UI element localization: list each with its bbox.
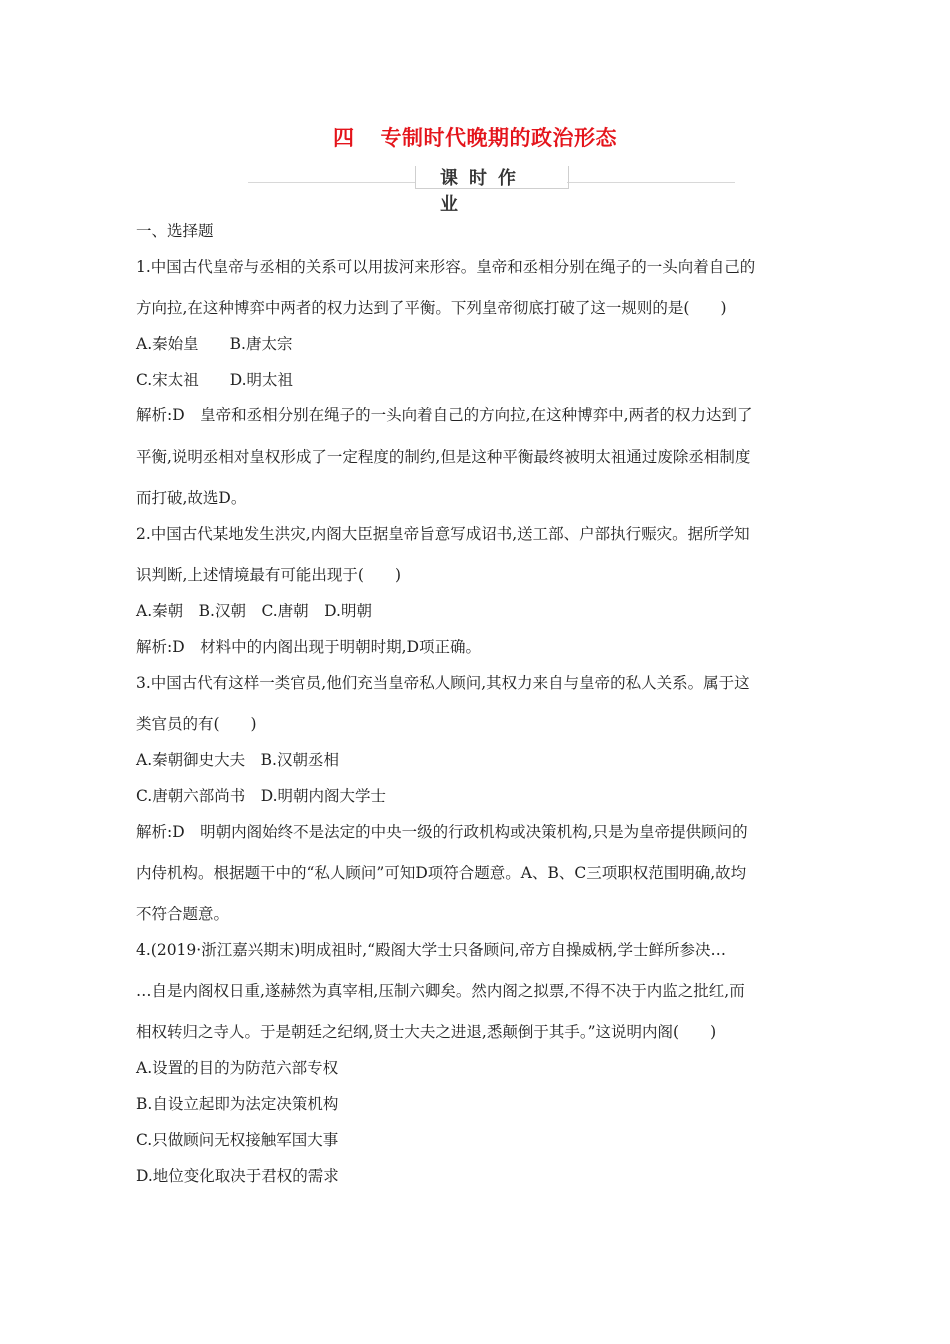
section-badge: 课时作业 (440, 168, 527, 215)
text-line: A.设置的目的为防范六部专权 (136, 1059, 339, 1077)
text-line: 3.中国古代有这样一类官员,他们充当皇帝私人顾问,其权力来自与皇帝的私人关系。属于这 (136, 674, 750, 692)
text-line: 类官员的有( ) (136, 715, 257, 733)
page-title (0, 122, 950, 152)
text-line: 相权转归之寺人。于是朝廷之纪纲,贤士大夫之进退,悉颠倒于其手。”这说明内阁( ) (136, 1023, 717, 1041)
text-line: 而打破,故选D。 (136, 489, 247, 507)
text-line: 4.(2019·浙江嘉兴期末)明成祖时,“殿阁大学士只备顾问,帝方自操威柄,学士鲜所参决… (136, 941, 726, 959)
text-line: 解析:D 材料中的内阁出现于明朝时期,D项正确。 (136, 638, 482, 656)
text-line: 识判断,上述情境最有可能出现于( ) (136, 566, 402, 584)
text-line: 解析:D 皇帝和丞相分别在绳子的一头向着自己的方向拉,在这种博弈中,两者的权力达到了 (136, 406, 753, 424)
text-line: B.自设立起即为法定决策机构 (136, 1095, 339, 1113)
chapter-title: 专制时代晚期的政治形态 (380, 126, 617, 150)
text-line: 内侍机构。根据题干中的“私人顾问”可知D项符合题意。A、B、C三项职权范围明确,故均 (136, 864, 747, 882)
text-line: 2.中国古代某地发生洪灾,内阁大臣据皇帝旨意写成诏书,送工部、户部执行赈灾。据所学知 (136, 525, 750, 543)
text-line: 1.中国古代皇帝与丞相的关系可以用拔河来形容。皇帝和丞相分别在绳子的一头向着自己的 (136, 258, 756, 276)
section-heading: 一、选择题 (136, 222, 214, 240)
text-line: D.地位变化取决于君权的需求 (136, 1167, 339, 1185)
text-line: …自是内阁权日重,遂赫然为真宰相,压制六卿矣。然内阁之拟票,不得不决于内监之批红,而 (136, 982, 745, 1000)
divider-right (567, 182, 735, 183)
text-line: A.秦朝 B.汉朝 C.唐朝 D.明朝 (136, 602, 372, 620)
text-line: 不符合题意。 (136, 905, 230, 923)
chapter-number: 四 (333, 126, 355, 150)
text-line: 方向拉,在这种博弈中两者的权力达到了平衡。下列皇帝彻底打破了这一规则的是( ) (136, 299, 727, 317)
divider-left (248, 182, 416, 183)
text-line: C.只做顾问无权接触军国大事 (136, 1131, 339, 1149)
text-line: A.秦始皇 B.唐太宗 (136, 335, 293, 353)
text-line: C.唐朝六部尚书 D.明朝内阁大学士 (136, 787, 387, 805)
text-line: 平衡,说明丞相对皇权形成了一定程度的制约,但是这种平衡最终被明太祖通过废除丞相制度 (136, 448, 751, 466)
text-line: 解析:D 明朝内阁始终不是法定的中央一级的行政机构或决策机构,只是为皇帝提供顾问的 (136, 823, 748, 841)
text-line: C.宋太祖 D.明太祖 (136, 371, 294, 389)
text-line: A.秦朝御史大夫 B.汉朝丞相 (136, 751, 339, 769)
